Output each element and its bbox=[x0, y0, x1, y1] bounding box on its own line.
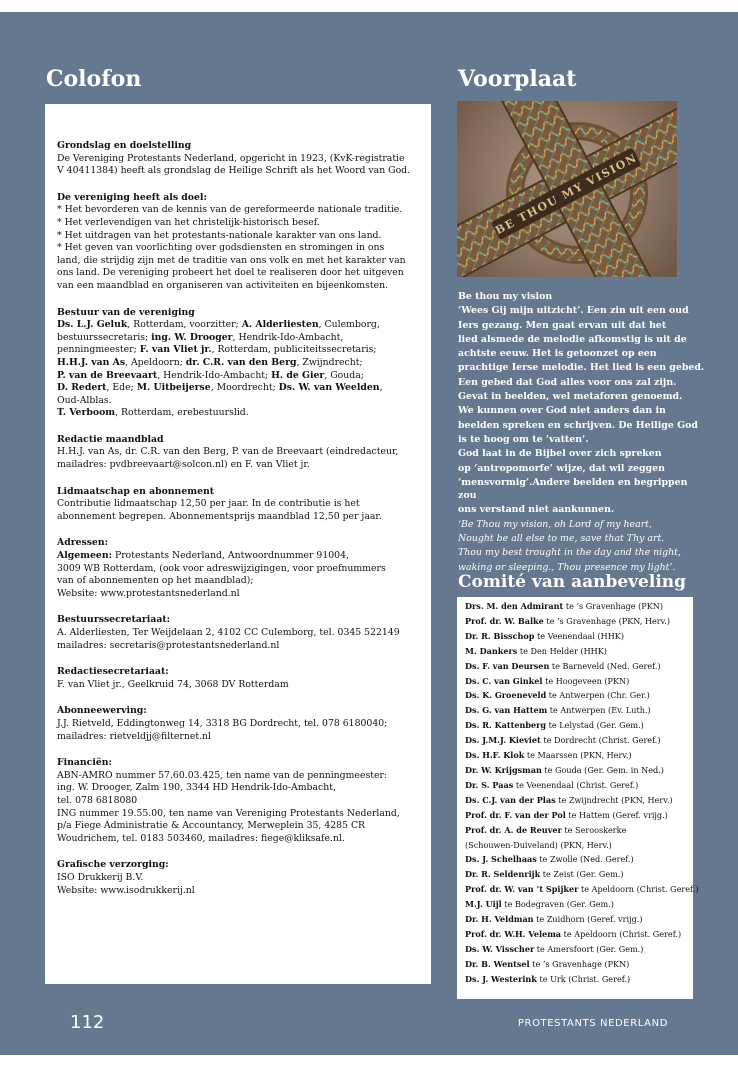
comite-member-place: te Serooskerke bbox=[561, 824, 627, 835]
comite-member bbox=[465, 838, 693, 853]
comite-member bbox=[465, 778, 693, 793]
colofon-text: , Hendrik-Ido-Ambacht, bbox=[232, 331, 344, 343]
colofon-section bbox=[57, 307, 419, 420]
comite-member bbox=[465, 674, 693, 689]
colofon-text: * Het geven van voorlichting over godsdiensten en stromingen in ons bbox=[57, 242, 385, 254]
colofon-text: Protestants Nederland, Antwoordnummer 91004, bbox=[112, 550, 349, 562]
colofon-text: * Het bevorderen van de kennis van de gereformeerde nationale traditie. bbox=[57, 204, 403, 216]
colofon-text: ons land. De vereniging probeert het doel te realiseren door het uitgeven bbox=[57, 267, 404, 279]
colofon-text: mailadres: secretaris@protestantsnederland.nl bbox=[57, 639, 280, 651]
comite-member bbox=[465, 867, 693, 882]
voorplaat-line: ‘Be Thou my vision, oh Lord of my heart, bbox=[458, 518, 652, 530]
colofon-text: ISO Drukkerij B.V. bbox=[57, 871, 144, 883]
comite-member bbox=[465, 897, 693, 912]
colofon-line bbox=[57, 446, 419, 459]
colofon-text: , Apeldoorn; bbox=[125, 356, 186, 368]
comite-member-name: Dr. W. Krijgsman bbox=[465, 764, 542, 775]
colofon-name: D. Redert bbox=[57, 382, 107, 394]
colofon-section-title: Redactie maandblad bbox=[57, 433, 164, 445]
comite-member-place: te Gouda (Ger. Gem. in Ned.) bbox=[541, 764, 664, 775]
colofon-line bbox=[57, 280, 419, 293]
comite-member-place: te Veenendaal (Christ. Geref.) bbox=[513, 779, 639, 790]
comite-member bbox=[465, 703, 693, 718]
colofon-text: , Moordrecht; bbox=[210, 382, 279, 394]
colofon-name: dr. C.R. van den Berg bbox=[185, 356, 297, 368]
voorplaat-line: Iers gezang. Men gaat ervan uit dat het bbox=[458, 319, 667, 331]
comite-member-name: Prof. dr. W. van ’t Spijker bbox=[465, 884, 579, 895]
comite-member bbox=[465, 688, 693, 703]
colofon-line bbox=[57, 165, 419, 178]
colofon-text: abonnement begrepen. Abonnementsprijs maandblad 12,50 per jaar. bbox=[57, 510, 382, 522]
comite-member-name: Drs. M. den Admirant bbox=[465, 601, 564, 611]
comite-member-name: Ds. J. Schelhaas bbox=[465, 854, 537, 865]
colofon-text: F. van Vliet jr., Geelkruid 74, 3068 DV Rotterdam bbox=[57, 678, 289, 690]
colofon-section bbox=[57, 434, 419, 472]
comite-member bbox=[465, 927, 693, 942]
colofon-section bbox=[57, 614, 419, 652]
colofon-section-title: Bestuur van de vereniging bbox=[57, 306, 195, 318]
comite-member-name: Dr. S. Paas bbox=[465, 779, 514, 790]
celtic-cross-icon bbox=[457, 101, 677, 277]
colofon-text: van een maandblad en organiseren van activiteiten en bijeenkomsten. bbox=[57, 279, 389, 291]
colofon-section bbox=[57, 705, 419, 743]
colofon-section bbox=[57, 140, 419, 178]
voorplaat-line: prachtige Ierse melodie. Het lied is een gebed. bbox=[458, 362, 705, 374]
colofon-text: mailadres: pvdbreevaart@solcon.nl) en F. van Vliet jr. bbox=[57, 459, 310, 471]
colofon-line bbox=[57, 679, 419, 692]
comite-member bbox=[465, 942, 693, 957]
colofon-section bbox=[57, 486, 419, 524]
comite-member bbox=[465, 629, 693, 644]
colofon-name: H.H.J. van As bbox=[57, 356, 126, 368]
comite-member-name: Ds. C. van Ginkel bbox=[465, 675, 543, 686]
colofon-line bbox=[57, 242, 419, 255]
colofon-section bbox=[57, 666, 419, 691]
comite-member-place: te Lelystad (Ger. Gem.) bbox=[546, 720, 644, 731]
colofon-text: , Ede; bbox=[106, 382, 137, 394]
comite-member-name: Prof. dr. A. de Reuver bbox=[465, 824, 562, 835]
comite-member bbox=[465, 793, 693, 808]
page-background bbox=[0, 12, 738, 1055]
comite-member bbox=[465, 659, 693, 674]
comite-member-place: te Bodegraven (Ger. Gem.) bbox=[501, 899, 614, 910]
colofon-name: Ds. W. van Weelden bbox=[278, 382, 380, 394]
voorplaat-line: op ‘antropomorfe’ wijze, dat wil zeggen bbox=[458, 462, 665, 474]
comite-member-name: M.J. Uijl bbox=[465, 899, 502, 910]
colofon-line bbox=[57, 204, 419, 217]
colofon-section-title: Adressen: bbox=[57, 537, 109, 549]
page-number: 112 bbox=[70, 1012, 105, 1033]
colofon-line bbox=[57, 459, 419, 472]
colofon-name: ing. W. Drooger bbox=[151, 331, 233, 343]
comite-member-name: Prof. dr. W.H. Velema bbox=[465, 928, 562, 939]
voorplaat-line: Een gebed dat God alles voor ons zal zijn. bbox=[458, 376, 677, 388]
colofon-line bbox=[57, 808, 419, 821]
colofon-line bbox=[57, 731, 419, 744]
colofon-section bbox=[57, 192, 419, 293]
colofon-text: van of abonnementen op het maandblad); bbox=[57, 575, 254, 587]
colofon-text: bestuurssecretaris; bbox=[57, 331, 152, 343]
colofon-text: J.J. Rietveld, Eddingtonweg 14, 3318 BG Dordrecht, tel. 078 6180040; bbox=[57, 717, 388, 729]
colofon-line bbox=[57, 498, 419, 511]
colofon-line bbox=[57, 230, 419, 243]
colofon-line bbox=[57, 833, 419, 846]
comite-member-place: te Veenendaal (HHK) bbox=[534, 630, 624, 641]
colofon-name: T. Verboom bbox=[57, 407, 116, 419]
colofon-box bbox=[45, 104, 431, 984]
colofon-line bbox=[57, 563, 419, 576]
comite-member-place: te Urk (Christ. Geref.) bbox=[536, 973, 631, 984]
comite-member-list bbox=[457, 597, 699, 999]
comite-member bbox=[465, 763, 693, 778]
comite-member-place: te Zeist (Ger. Gem.) bbox=[540, 869, 624, 880]
comite-member bbox=[465, 823, 693, 838]
comite-member-place: te ’s Gravenhage (PKN, Herv.) bbox=[543, 615, 671, 626]
comite-member-name: Ds. F. van Deursen bbox=[465, 660, 550, 671]
colofon-text: , Culemborg, bbox=[318, 319, 380, 331]
comite-member-name: Ds. J.M.J. Kieviet bbox=[465, 735, 541, 746]
comite-member bbox=[465, 614, 693, 629]
colofon-text: penningmeester; bbox=[57, 344, 140, 356]
colofon-line bbox=[57, 885, 419, 898]
comite-member-place: te Zwijndrecht (PKN, Herv.) bbox=[555, 794, 673, 805]
comite-member-name: Ds. G. van Hattem bbox=[465, 705, 548, 716]
comite-member-place: (Schouwen-Duiveland) (PKN, Herv.) bbox=[465, 839, 612, 850]
colofon-line bbox=[57, 820, 419, 833]
voorplaat-line: is te hoog om te ‘vatten’. bbox=[458, 433, 589, 445]
footer-brand: PROTESTANTS NEDERLAND bbox=[517, 1018, 668, 1029]
colofon-section-title: De vereniging heeft als doel: bbox=[57, 191, 207, 203]
comite-member-place: te Amersfoort (Ger. Gem.) bbox=[534, 943, 644, 954]
comite-member-place: te Zuidhorn (Geref. vrijg.) bbox=[533, 914, 643, 925]
colofon-text: * Het uitdragen van het protestants-nationale karakter van ons land. bbox=[57, 229, 382, 241]
colofon-line bbox=[57, 395, 419, 408]
voorplaat-line: ons verstand niet aankunnen. bbox=[458, 504, 615, 516]
colofon-text: , Zwijndrecht; bbox=[296, 356, 363, 368]
comite-member-name: Ds. R. Kattenberg bbox=[465, 720, 547, 731]
colofon-section-title: Redactiesecretariaat: bbox=[57, 666, 169, 678]
voorplaat-line: Thou my best trought in the day and the night, bbox=[458, 547, 681, 559]
colofon-text: , bbox=[379, 382, 383, 394]
comite-member-place: te Zwolle (Ned. Geref.) bbox=[536, 854, 634, 865]
comite-member-name: Ds. C.J. van der Plas bbox=[465, 794, 556, 805]
comite-member-name: Dr. R. Seldenrijk bbox=[465, 869, 541, 880]
colofon-line bbox=[57, 217, 419, 230]
colofon-text: De Vereniging Protestants Nederland, opgericht in 1923, (KvK-registratie bbox=[57, 152, 405, 164]
colofon-line bbox=[57, 627, 419, 640]
voorplaat-line: ‘Wees Gij mijn uitzicht’. Een zin uit een oud bbox=[458, 305, 689, 317]
comite-member bbox=[465, 912, 693, 927]
comite-member-place: te Maarssen (PKN, Herv.) bbox=[524, 750, 632, 761]
voorplaat-text bbox=[458, 290, 708, 575]
comite-member-name: Ds. W. Visscher bbox=[465, 943, 535, 954]
colofon-section-title: Abonneewerving: bbox=[57, 705, 147, 717]
comite-member-place: te Hattem (Geref. vrijg.) bbox=[565, 809, 668, 820]
comite-title: Comité van aanbeveling bbox=[458, 572, 687, 592]
voorplaat-subtitle: Be thou my vision bbox=[458, 291, 553, 302]
colofon-text: H.H.J. van As, dr. C.R. van den Berg, P. van de Breevaart (eindredacteur, bbox=[57, 446, 399, 458]
colofon-name: M. Uitbeijerse bbox=[136, 382, 211, 394]
colofon-text: , Hendrik-Ido-Ambacht; bbox=[157, 369, 272, 381]
colofon-text: * Het verlevendigen van het christelijk-historisch besef. bbox=[57, 216, 320, 228]
colofon-line bbox=[57, 511, 419, 524]
comite-member-name: Ds. H.F. Klok bbox=[465, 750, 525, 761]
colofon-section-title: Financiën: bbox=[57, 757, 112, 769]
comite-member bbox=[465, 972, 693, 987]
comite-member-place: te Dordrecht (Christ. Geref.) bbox=[540, 735, 661, 746]
colofon-text: mailadres: rietveldjj@filternet.nl bbox=[57, 730, 211, 742]
colofon-name: Ds. L.J. Geluk bbox=[57, 319, 128, 331]
voorplaat-line: We kunnen over God niet anders dan in bbox=[458, 405, 666, 417]
comite-member-name: Dr. B. Wentsel bbox=[465, 958, 530, 969]
colofon-text: Oud-Alblas. bbox=[57, 394, 112, 406]
comite-member-name: Prof. dr. W. Balke bbox=[465, 615, 544, 626]
comite-member-name: Ds. J. Westerink bbox=[465, 973, 537, 984]
colofon-line bbox=[57, 550, 419, 563]
comite-member-place: te Antwerpen (Ev. Luth.) bbox=[547, 705, 651, 716]
comite-member bbox=[465, 733, 693, 748]
colofon-text: land, die strijdig zijn met de traditie van ons volk en met het karakter van bbox=[57, 254, 406, 266]
cover-image-celtic-cross bbox=[457, 101, 677, 277]
colofon-line bbox=[57, 344, 419, 357]
colofon-name: P. van de Breevaart bbox=[57, 369, 158, 381]
comite-member bbox=[465, 599, 693, 614]
voorplaat-line: waking or sleeping., Thou presence my light’. bbox=[458, 561, 676, 573]
colofon-text: p/a Fiege Administratie & Accountancy, Merweplein 35, 4285 CR bbox=[57, 820, 366, 832]
colofon-line bbox=[57, 640, 419, 653]
comite-member-place: te Apeldoorn (Christ. Geref.) bbox=[578, 884, 699, 895]
colofon-text: Contributie lidmaatschap 12,50 per jaar. In de contributie is het bbox=[57, 498, 360, 510]
comite-member-place: te Hoogeveen (PKN) bbox=[542, 675, 630, 686]
comite-member-place: te Antwerpen (Chr. Ger.) bbox=[546, 690, 650, 701]
colofon-section bbox=[57, 859, 419, 897]
comite-member-name: M. Dankers bbox=[465, 645, 518, 656]
comite-member bbox=[465, 718, 693, 733]
colofon-line bbox=[57, 267, 419, 280]
voorplaat-line: beelden spreken en schrijven. De Heilige God bbox=[458, 419, 698, 431]
comite-member-name: Dr. R. Bisschop bbox=[465, 630, 535, 641]
colofon-line bbox=[57, 153, 419, 166]
colofon-section-title: Grondslag en doelstelling bbox=[57, 140, 192, 151]
colofon-line bbox=[57, 588, 419, 601]
colofon-text: A. Alderliesten, Ter Weijdelaan 2, 4102 CC Culemborg, tel. 0345 522149 bbox=[57, 627, 400, 638]
comite-member-name: Dr. H. Veldman bbox=[465, 914, 534, 925]
colofon-line bbox=[57, 319, 419, 332]
comite-member-place: te ’s Gravenhage (PKN) bbox=[563, 601, 663, 611]
colofon-section-title: Lidmaatschap en abonnement bbox=[57, 485, 215, 497]
colofon-line bbox=[57, 357, 419, 370]
colofon-text: , Rotterdam, erebestuurslid. bbox=[115, 407, 249, 419]
comite-member bbox=[465, 882, 699, 897]
colofon-line bbox=[57, 782, 419, 795]
colofon-name: F. van Vliet jr. bbox=[139, 344, 212, 356]
colofon-name: H. de Gier bbox=[271, 369, 325, 381]
colofon-line bbox=[57, 407, 419, 420]
colofon-section-title: Bestuurssecretariaat: bbox=[57, 614, 171, 626]
colofon-text: , Rotterdam, voorzitter; bbox=[127, 319, 242, 331]
comite-member bbox=[465, 748, 693, 763]
colofon-line bbox=[57, 332, 419, 345]
comite-member-name: Prof. dr. F. van der Pol bbox=[465, 809, 566, 820]
colofon-section bbox=[57, 757, 419, 845]
colofon-text: , Gouda; bbox=[324, 369, 364, 381]
colofon-text: ABN-AMRO nummer 57.60.03.425, ten name van de penningmeester: bbox=[57, 769, 388, 781]
cover-inscription: BE THOU MY VISION bbox=[493, 151, 640, 238]
colofon-line bbox=[57, 382, 419, 395]
comite-member-place: te Barneveld (Ned. Geref.) bbox=[549, 660, 661, 671]
voorplaat-title: Voorplaat bbox=[458, 66, 577, 92]
colofon-line bbox=[57, 795, 419, 808]
colofon-text: tel. 078 6818080 bbox=[57, 794, 138, 806]
voorplaat-line: achtste eeuw. Het is getoonzet op een bbox=[458, 348, 657, 360]
comite-member-place: te Den Helder (HHK) bbox=[517, 645, 607, 656]
colofon-text: ing. W. Drooger, Zalm 190, 3344 HD Hendrik-Ido-Ambacht, bbox=[57, 782, 336, 794]
colofon-text: ING nummer 19.55.00, ten name van Vereniging Protestants Nederland, bbox=[57, 807, 400, 819]
voorplaat-line: God laat in de Bijbel over zich spreken bbox=[458, 448, 662, 460]
colofon-line bbox=[57, 255, 419, 268]
colofon-text: Website: www.isodrukkerij.nl bbox=[57, 884, 195, 896]
colofon-line bbox=[57, 770, 419, 783]
comite-member bbox=[465, 957, 693, 972]
voorplaat-line: ‘mensvormig’.Andere beelden en begrippen zou bbox=[458, 476, 688, 502]
colofon-text: V 40411384) heeft als grondslag de Heilige Schrift als het Woord van God. bbox=[57, 165, 411, 177]
colofon-section bbox=[57, 537, 419, 600]
voorplaat-line: Gevat in beelden, wel metaforen genoemd. bbox=[458, 391, 683, 403]
colofon-line bbox=[57, 575, 419, 588]
colofon-name: Algemeen: bbox=[57, 550, 113, 562]
colofon-line bbox=[57, 872, 419, 885]
colofon-text: 3009 WB Rotterdam, (ook voor adreswijzigingen, voor proefnummers bbox=[57, 562, 386, 574]
colofon-line bbox=[57, 370, 419, 383]
voorplaat-line: Nought be all else to me, save that Thy art. bbox=[458, 533, 665, 545]
colofon-line bbox=[57, 718, 419, 731]
colofon-name: A. Alderliesten bbox=[241, 319, 319, 331]
colofon-text: Website: www.protestantsnederland.nl bbox=[57, 587, 240, 599]
colofon-text: , Rotterdam, publiciteitssecretaris; bbox=[211, 344, 377, 356]
comite-member-place: te Apeldoorn (Christ. Geref.) bbox=[561, 928, 682, 939]
comite-member bbox=[465, 852, 693, 867]
colofon-section-title: Grafische verzorging: bbox=[57, 859, 169, 871]
comite-member-name: Ds. K. Groeneveld bbox=[465, 690, 547, 701]
comite-member bbox=[465, 808, 693, 823]
colofon-text: Woudrichem, tel. 0183 503460, mailadres: fiege@kliksafe.nl. bbox=[57, 832, 345, 844]
comite-member-place: te ’s Gravenhage (PKN) bbox=[529, 958, 630, 969]
comite-member bbox=[465, 644, 693, 659]
colofon-title: Colofon bbox=[46, 66, 142, 92]
voorplaat-line: lied alsmede de melodie afkomstig is uit de bbox=[458, 333, 687, 345]
